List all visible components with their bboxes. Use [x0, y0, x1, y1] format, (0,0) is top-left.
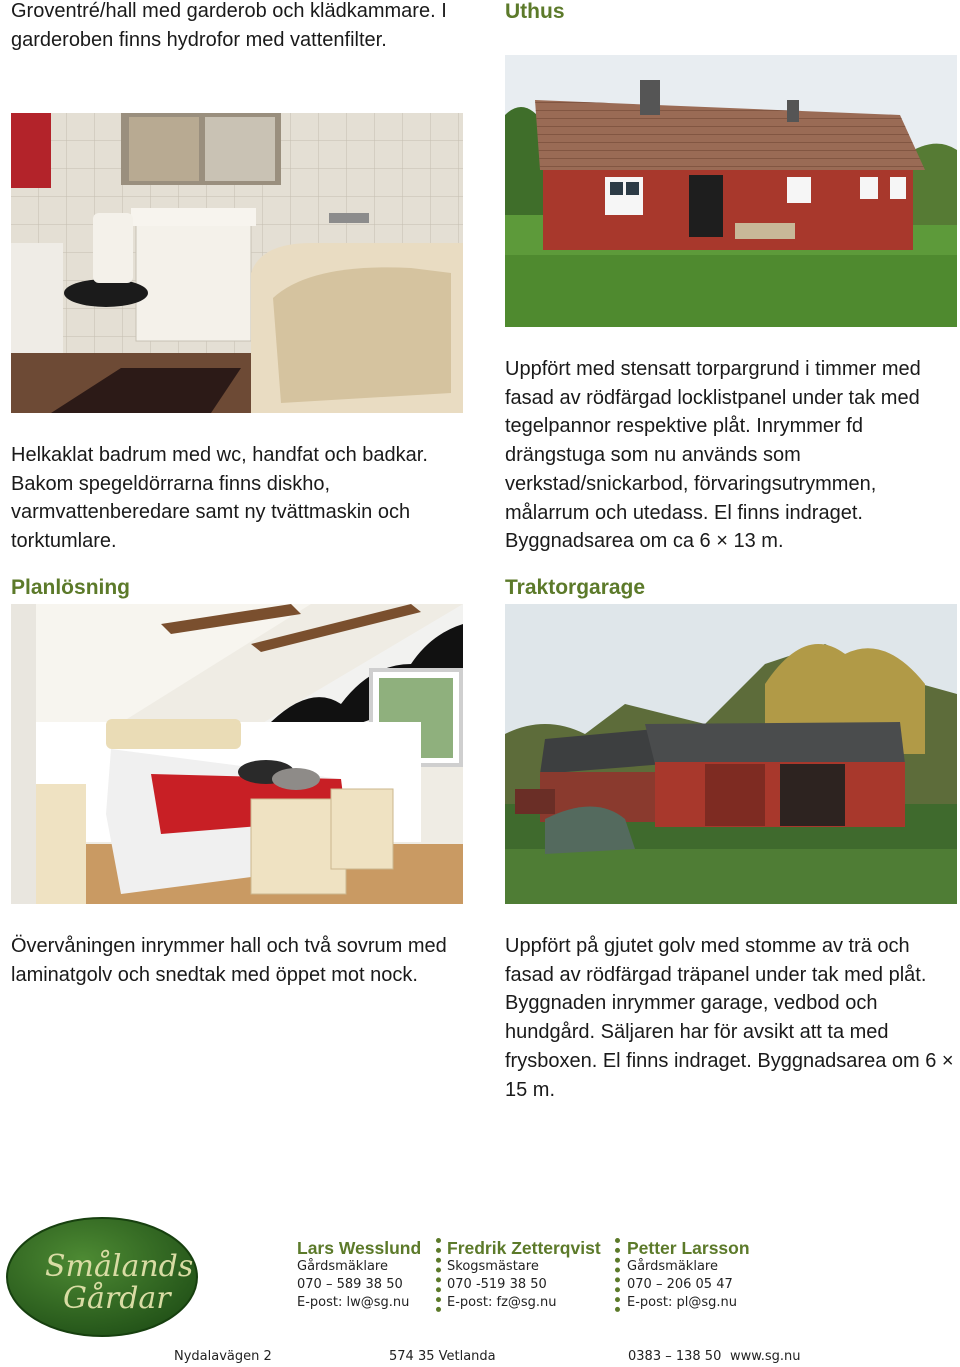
- contact-fredrik-zetterqvist: [447, 1238, 601, 1312]
- contact-phone[interactable]: 070 – 206 05 47: [627, 1277, 733, 1292]
- hall-description: Groventré/hall med garderob och klädkammare. I garderoben finns hydrofor med vattenfilter.: [11, 0, 447, 51]
- footer-website-link[interactable]: www.sg.nu: [730, 1349, 801, 1364]
- bathroom-photo: [11, 113, 463, 413]
- contact-phone[interactable]: 070 – 589 38 50: [297, 1277, 403, 1292]
- traktorgarage-heading: Traktorgarage: [505, 576, 646, 599]
- footer-phone[interactable]: 0383 – 138 50: [628, 1349, 722, 1364]
- garage-description: Uppfört på gjutet golv med stomme av trä och fasad av rödfärgad träpanel under tak med plåt. Byggnaden inrymmer garage, vedbod och hundgård. Säljaren har för avsikt att ta med frysboxen. El finns indraget. Byggnadsarea om 6 × 15 m.: [505, 935, 954, 1101]
- bedroom-photo: [11, 604, 463, 904]
- footer-address: Nydalavägen 2: [174, 1349, 272, 1364]
- smalands-gardar-logo[interactable]: [5, 1216, 199, 1338]
- footer-postal: 574 35 Vetlanda: [389, 1349, 496, 1364]
- contact-divider: [436, 1238, 441, 1312]
- planlosning-heading: Planlösning: [11, 576, 131, 599]
- contact-divider: [615, 1238, 620, 1312]
- contact-email[interactable]: E-post: lw@sg.nu: [297, 1295, 410, 1310]
- contact-email[interactable]: E-post: pl@sg.nu: [627, 1295, 737, 1310]
- contact-phone[interactable]: 070 -519 38 50: [447, 1277, 547, 1292]
- upstairs-description: Övervåningen inrymmer hall och två sovrum med laminatgolv och snedtak med öppet mot nock.: [11, 935, 447, 986]
- contact-petter-larsson: [627, 1238, 750, 1312]
- contact-title: Gårdsmäklare: [297, 1259, 388, 1274]
- uthus-heading: Uthus: [505, 0, 565, 23]
- contact-title: Gårdsmäklare: [627, 1259, 718, 1274]
- bathroom-description: Helkaklat badrum med wc, handfat och badkar. Bakom spegeldörrarna finns diskho, varmvattenberedare samt ny tvättmaskin och torktumlare.: [11, 444, 428, 553]
- logo-line-2: Gårdar: [63, 1281, 171, 1316]
- contact-name: Petter Larsson: [627, 1238, 750, 1258]
- contact-email[interactable]: E-post: fz@sg.nu: [447, 1295, 557, 1310]
- contact-name: Fredrik Zetterqvist: [447, 1238, 601, 1258]
- contact-lars-wesslund: [297, 1238, 421, 1312]
- contact-title: Skogsmästare: [447, 1259, 539, 1274]
- contact-name: Lars Wesslund: [297, 1238, 422, 1258]
- logo-line-1: Smålands: [45, 1249, 194, 1284]
- uthus-description: Uppfört med stensatt torpargrund i timmer med fasad av rödfärgad locklistpanel under tak med tegelpannor respektive plåt. Inrymmer fd drängstuga som nu används som verkstad/snickarbod, förvaringsutrymmen, målarrum och utedass. El finns indraget. Byggnadsarea om ca 6 × 13 m.: [505, 358, 921, 553]
- outbuilding-photo: [505, 55, 957, 327]
- tractor-garage-photo: [505, 604, 957, 904]
